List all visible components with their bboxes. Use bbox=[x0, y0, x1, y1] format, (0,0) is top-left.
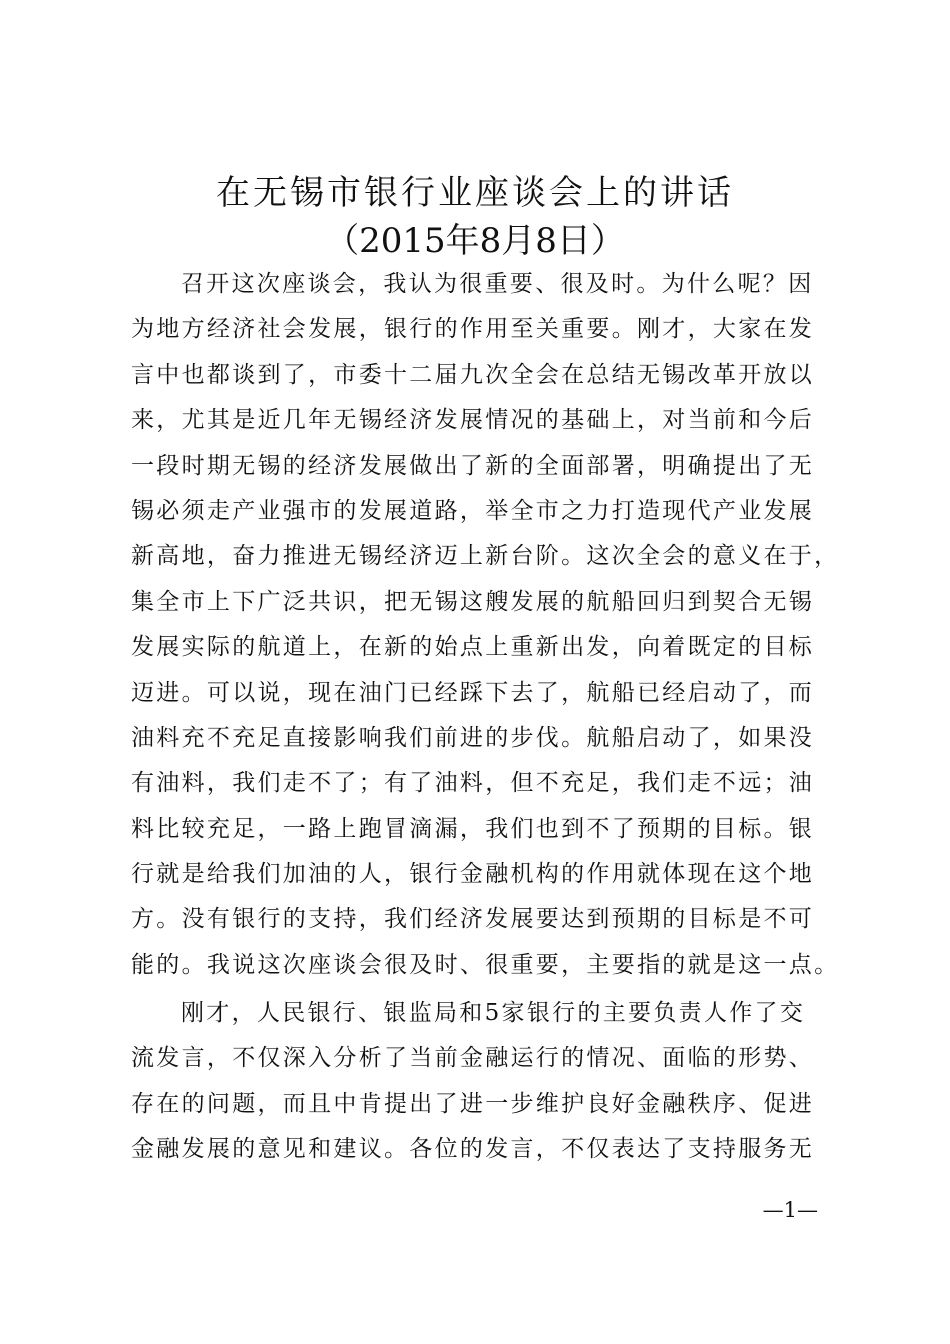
text-line: 集全市上下广泛共识，把无锡这艘发展的航船回归到契合无锡 bbox=[131, 588, 815, 615]
text-line: 流发言，不仅深入分析了当前金融运行的情况、面临的形势、 bbox=[131, 1045, 815, 1072]
document-body bbox=[131, 262, 840, 1172]
text-line: 行就是给我们加油的人，银行金融机构的作用就体现在这个地 bbox=[131, 861, 815, 888]
text-line: 存在的问题，而且中肯提出了进一步维护良好金融秩序、促进 bbox=[131, 1090, 815, 1117]
text-line: 油料充不充足直接影响我们前进的步伐。航船启动了，如果没 bbox=[131, 724, 815, 751]
text-line: 方。没有银行的支持，我们经济发展要达到预期的目标是不可 bbox=[131, 906, 815, 933]
page-number: —1— bbox=[762, 1198, 818, 1222]
text-line: 有油料，我们走不了；有了油料，但不充足，我们走不远；油 bbox=[131, 770, 815, 797]
text-line: 刚才，人民银行、银监局和5家银行的主要负责人作了交 bbox=[181, 999, 806, 1026]
text-line: 来，尤其是近几年无锡经济发展情况的基础上，对当前和今后 bbox=[131, 407, 815, 434]
text-line: 新高地，奋力推进无锡经济迈上新台阶。这次全会的意义在于， bbox=[131, 543, 840, 570]
text-line: 发展实际的航道上，在新的始点上重新出发，向着既定的目标 bbox=[131, 634, 815, 661]
text-line: 料比较充足，一路上跑冒滴漏，我们也到不了预期的目标。银 bbox=[131, 815, 815, 842]
text-line: 迈进。可以说，现在油门已经踩下去了，航船已经启动了，而 bbox=[131, 679, 815, 706]
text-line: 金融发展的意见和建议。各位的发言，不仅表达了支持服务无 bbox=[131, 1136, 815, 1163]
text-line: 为地方经济社会发展，银行的作用至关重要。刚才，大家在发 bbox=[131, 316, 815, 343]
text-line: 言中也都谈到了，市委十二届九次全会在总结无锡改革开放以 bbox=[131, 361, 815, 388]
document-date: （2015年8月8日） bbox=[325, 221, 625, 261]
text-line: 能的。我说这次座谈会很及时、很重要，主要指的就是这一点。 bbox=[131, 951, 840, 978]
text-line: 召开这次座谈会，我认为很重要、很及时。为什么呢？因 bbox=[181, 271, 814, 297]
document-title: 在无锡市银行业座谈会上的讲话 bbox=[216, 173, 734, 213]
text-line: 一段时期无锡的经济发展做出了新的全面部署，明确提出了无 bbox=[131, 452, 815, 479]
text-line: 锡必须走产业强市的发展道路，举全市之力打造现代产业发展 bbox=[131, 497, 815, 524]
